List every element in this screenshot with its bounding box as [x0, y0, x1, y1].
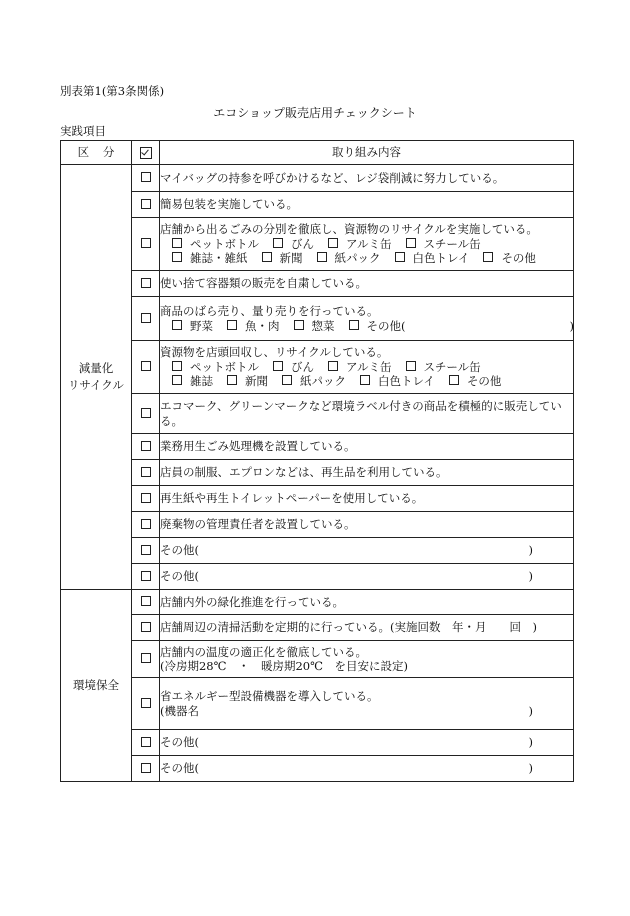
table-row: [61, 564, 574, 590]
reference-label: 別表第1(第3条関係): [60, 84, 165, 98]
checkbox-cell[interactable]: [132, 297, 160, 341]
checkbox-cell[interactable]: [132, 615, 160, 641]
row-text: その他(: [160, 735, 199, 750]
checkbox[interactable]: [141, 596, 151, 606]
checkbox-cell[interactable]: [132, 460, 160, 486]
content-cell: [160, 218, 574, 271]
checkbox-cell[interactable]: [132, 165, 160, 192]
row-text: その他(: [160, 543, 199, 558]
content-cell: [160, 756, 574, 782]
content-cell: [160, 564, 574, 590]
option-label: びん: [291, 236, 314, 251]
option-checkbox[interactable]: [395, 252, 405, 262]
option-item[interactable]: [317, 251, 381, 265]
close-paren: ): [528, 569, 533, 584]
table-row: [61, 756, 574, 782]
option-label: 新聞: [279, 251, 303, 266]
table-row: [61, 341, 574, 394]
table-row: [61, 512, 574, 538]
checkbox[interactable]: [141, 199, 151, 209]
option-checkbox[interactable]: [449, 375, 459, 385]
checkbox[interactable]: [141, 571, 151, 581]
option-label: アルミ缶: [346, 236, 392, 251]
row-text: マイバッグの持参を呼びかけるなど、レジ袋削減に努力している。: [160, 170, 505, 185]
row-text: その他(: [160, 761, 199, 776]
option-item[interactable]: [395, 251, 470, 265]
table-row: [61, 678, 574, 730]
table-row: [61, 297, 574, 341]
content-cell: [160, 512, 574, 538]
option-item[interactable]: [406, 360, 481, 374]
option-label: 白色トレイ: [378, 374, 435, 389]
option-item[interactable]: [172, 237, 259, 251]
table-row: [61, 590, 574, 615]
content-cell: [160, 641, 574, 678]
checkbox[interactable]: [141, 467, 151, 477]
checkbox-cell[interactable]: [132, 678, 160, 730]
row-text: 省エネルギー型設備機器を導入している。: [160, 689, 379, 704]
content-cell: [160, 434, 574, 460]
row-text-line: [160, 345, 573, 359]
option-checkbox[interactable]: [172, 252, 182, 262]
option-label: 雑誌: [190, 374, 213, 389]
checkbox[interactable]: [141, 313, 151, 323]
option-line: [160, 374, 573, 388]
table-row: [61, 192, 574, 218]
row-text: 業務用生ごみ処理機を設置している。: [160, 439, 356, 454]
row-text: 商品のばら売り、量り売りを行っている。: [160, 304, 379, 319]
content-cell: [160, 590, 574, 615]
section-label: 実践項目: [60, 124, 106, 138]
checkbox-cell[interactable]: [132, 192, 160, 218]
row-text-line: [160, 222, 573, 236]
row-text-line: [160, 543, 573, 557]
option-label: 雑誌・雑紙: [190, 251, 248, 266]
option-checkbox[interactable]: [349, 320, 359, 330]
option-checkbox[interactable]: [294, 320, 304, 330]
checkbox[interactable]: [141, 278, 151, 288]
option-checkbox[interactable]: [273, 361, 283, 371]
option-label: びん: [291, 359, 314, 374]
table-row: [61, 538, 574, 564]
option-item[interactable]: [227, 374, 268, 388]
content-cell: [160, 297, 574, 341]
check-mark-icon: [140, 147, 152, 159]
checkbox[interactable]: [141, 361, 151, 371]
close-paren: ): [528, 761, 533, 776]
row-text-line: [160, 659, 573, 673]
option-label: 紙パック: [334, 251, 381, 266]
option-label: 惣菜: [311, 318, 335, 333]
row-text-line: [160, 620, 573, 634]
row-text-line: [160, 439, 573, 453]
content-cell: [160, 271, 574, 297]
option-label: ペットボトル: [190, 236, 259, 251]
checkbox-cell[interactable]: [132, 434, 160, 460]
option-checkbox[interactable]: [172, 361, 182, 371]
row-text-line: [160, 171, 573, 185]
option-item[interactable]: [273, 237, 314, 251]
row-subtext: (機器名: [160, 703, 199, 718]
option-checkbox[interactable]: [483, 252, 493, 262]
checkbox[interactable]: [141, 172, 151, 182]
checkbox[interactable]: [141, 238, 151, 248]
checkbox-cell[interactable]: [132, 486, 160, 512]
option-item[interactable]: [449, 374, 502, 388]
checkbox-cell[interactable]: [132, 218, 160, 271]
checkbox[interactable]: [141, 519, 151, 529]
content-cell: [160, 460, 574, 486]
option-label: 白色トレイ: [412, 251, 470, 266]
checkbox-cell[interactable]: [132, 730, 160, 756]
category-label: リサイクル: [68, 378, 124, 392]
row-text-line: [160, 704, 573, 718]
option-label: 新聞: [245, 374, 268, 389]
option-item[interactable]: [406, 237, 481, 251]
category-cell: [61, 590, 132, 782]
checkbox-cell[interactable]: [132, 341, 160, 394]
header-check: [132, 141, 160, 165]
content-cell: [160, 341, 574, 394]
row-text: 店員の制服、エプロンなどは、再生品を利用している。: [160, 465, 448, 480]
option-checkbox[interactable]: [172, 320, 182, 330]
checkbox-cell[interactable]: [132, 271, 160, 297]
header-category: 区分: [61, 141, 132, 165]
option-label: 野菜: [190, 318, 213, 333]
category-label: 減量化: [78, 361, 114, 376]
table-row: [61, 218, 574, 271]
content-cell: [160, 615, 574, 641]
table-row: [61, 641, 574, 678]
option-item[interactable]: [172, 251, 248, 265]
option-item[interactable]: [282, 374, 346, 388]
option-item[interactable]: [328, 360, 392, 374]
checkbox[interactable]: [141, 763, 151, 773]
option-checkbox[interactable]: [172, 238, 182, 248]
option-item[interactable]: [172, 374, 213, 388]
option-item[interactable]: [328, 237, 392, 251]
option-label: スチール缶: [423, 359, 481, 374]
row-text-line: [160, 595, 573, 609]
category-label: 環境保全: [73, 678, 119, 693]
table-row: [61, 394, 574, 434]
table-row: [61, 434, 574, 460]
row-text-line: [160, 399, 573, 428]
option-item[interactable]: [273, 360, 314, 374]
table-row: [61, 730, 574, 756]
close-paren: ): [569, 318, 574, 333]
option-checkbox[interactable]: [406, 238, 416, 248]
header-content: 取り組み内容: [160, 141, 574, 165]
checkbox[interactable]: [141, 441, 151, 451]
option-label: 紙パック: [300, 374, 346, 389]
option-checkbox[interactable]: [317, 252, 327, 262]
close-paren: ): [528, 543, 533, 558]
checkbox[interactable]: [141, 653, 151, 663]
row-text-line: [160, 276, 573, 290]
option-label: その他: [501, 251, 536, 266]
checklist-table: [60, 140, 574, 782]
table-row: [61, 615, 574, 641]
option-checkbox[interactable]: [262, 252, 272, 262]
row-text: 廃棄物の管理責任者を設置している。: [160, 517, 356, 532]
option-checkbox[interactable]: [282, 375, 292, 385]
option-checkbox[interactable]: [172, 375, 182, 385]
content-cell: [160, 192, 574, 218]
option-item[interactable]: [172, 360, 259, 374]
row-text-line: [160, 304, 573, 318]
category-cell: [61, 165, 132, 590]
table-row: [61, 165, 574, 192]
checkbox[interactable]: [141, 698, 151, 708]
row-text-line: [160, 197, 573, 211]
table-header-row: [61, 141, 574, 165]
row-text-line: [160, 569, 573, 583]
checkbox-cell[interactable]: [132, 538, 160, 564]
option-label: その他(: [366, 318, 406, 333]
option-checkbox[interactable]: [328, 238, 338, 248]
option-item[interactable]: [294, 319, 335, 333]
row-text: 店舗周辺の清掃活動を定期的に行っている。(実施回数 年・月 回 ): [160, 620, 537, 635]
row-text-line: [160, 689, 573, 703]
table-row: [61, 486, 574, 512]
content-cell: [160, 678, 574, 730]
option-line: [160, 237, 573, 251]
option-label: ペットボトル: [190, 359, 259, 374]
option-item[interactable]: [483, 251, 536, 265]
row-subtext: (冷房期28℃ ・ 暖房期20℃ を目安に設定): [160, 659, 408, 673]
option-checkbox[interactable]: [328, 361, 338, 371]
row-text: 使い捨て容器類の販売を自粛している。: [160, 276, 367, 291]
option-item[interactable]: [172, 319, 213, 333]
option-item[interactable]: [349, 319, 406, 333]
close-paren: ): [528, 735, 533, 750]
option-line: [160, 251, 573, 265]
row-text: エコマーク、グリーンマークなど環境ラベル付きの商品を積極的に販売している。: [160, 399, 562, 428]
checkbox[interactable]: [141, 737, 151, 747]
row-text: 簡易包装を実施している。: [160, 197, 298, 212]
checkbox[interactable]: [141, 493, 151, 503]
content-cell: [160, 165, 574, 192]
option-checkbox[interactable]: [360, 375, 370, 385]
content-cell: [160, 538, 574, 564]
table-row: [61, 460, 574, 486]
row-text: 店舗内外の緑化推進を行っている。: [160, 594, 344, 609]
option-item[interactable]: [262, 251, 303, 265]
checkbox[interactable]: [141, 622, 151, 632]
table-row: [61, 271, 574, 297]
row-text-line: [160, 761, 573, 775]
checkbox[interactable]: [141, 545, 151, 555]
checkbox-cell[interactable]: [132, 590, 160, 615]
checkbox-cell[interactable]: [132, 394, 160, 434]
content-cell: [160, 486, 574, 512]
option-label: その他: [466, 374, 502, 389]
close-paren: ): [528, 703, 533, 718]
content-cell: [160, 394, 574, 434]
checkbox[interactable]: [141, 408, 151, 418]
option-line: [160, 319, 573, 333]
page-title: エコショップ販売店用チェックシート: [213, 106, 417, 120]
row-text-line: [160, 491, 573, 505]
row-text: その他(: [160, 569, 199, 584]
option-item[interactable]: [227, 319, 280, 333]
row-text: 店舗から出るごみの分別を徹底し、資源物のリサイクルを実施している。: [160, 222, 538, 237]
checkbox-cell[interactable]: [132, 512, 160, 538]
option-checkbox[interactable]: [273, 238, 283, 248]
option-checkbox[interactable]: [406, 361, 416, 371]
checkbox-cell[interactable]: [132, 756, 160, 782]
option-label: アルミ缶: [346, 359, 392, 374]
option-item[interactable]: [360, 374, 435, 388]
option-checkbox[interactable]: [227, 375, 237, 385]
row-text: 再生紙や再生トイレットペーパーを使用している。: [160, 491, 424, 506]
option-checkbox[interactable]: [227, 320, 237, 330]
checkbox-cell[interactable]: [132, 564, 160, 590]
row-text: 資源物を店頭回収し、リサイクルしている。: [160, 345, 389, 360]
row-text: 店舗内の温度の適正化を徹底している。: [160, 644, 367, 659]
row-text-line: [160, 645, 573, 659]
checkbox-cell[interactable]: [132, 641, 160, 678]
row-text-line: [160, 517, 573, 531]
content-cell: [160, 730, 574, 756]
row-text-line: [160, 465, 573, 479]
option-line: [160, 360, 573, 374]
option-label: 魚・肉: [245, 318, 280, 333]
row-text-line: [160, 735, 573, 749]
option-label: スチール缶: [423, 236, 481, 251]
